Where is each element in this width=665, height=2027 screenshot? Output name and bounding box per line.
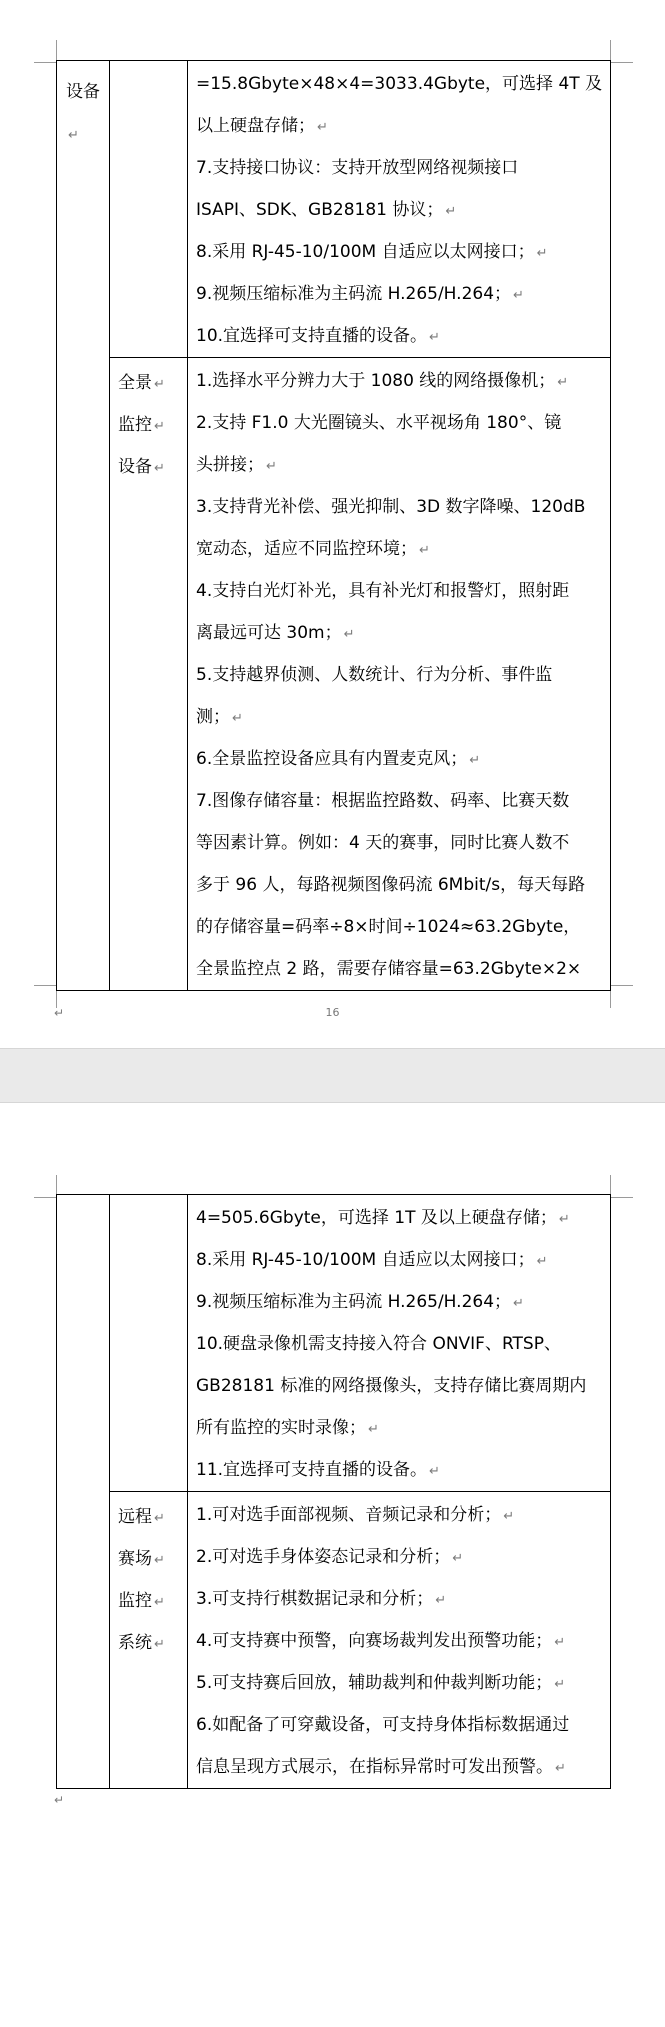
spec-text: 的存储容量=码率÷8×时间÷1024≈63.2Gbyte， xyxy=(196,917,581,937)
spec-text: 以上硬盘存储； xyxy=(196,116,315,136)
subcategory-cell xyxy=(110,1492,188,1789)
paragraph-mark: ↵ xyxy=(419,543,430,558)
spec-line xyxy=(196,654,602,696)
spec-items-cell xyxy=(188,61,611,358)
page-gap xyxy=(0,1048,665,1103)
crop-mark-top-right xyxy=(610,1175,633,1198)
spec-text: 全景监控点 2 路，需要存储容量=63.2Gbyte×2× xyxy=(196,959,582,979)
category-cell: 设备↵ xyxy=(57,61,110,991)
spec-list xyxy=(196,1197,602,1491)
paragraph-mark: ↵ xyxy=(452,1551,464,1566)
paragraph-mark: ↵ xyxy=(503,1509,515,1524)
spec-line xyxy=(196,948,602,990)
spec-list xyxy=(196,1494,602,1788)
spec-line xyxy=(196,864,602,906)
paragraph-mark: ↵ xyxy=(555,1761,566,1776)
spec-line xyxy=(118,1580,187,1622)
spec-text: ISAPI、SDK、GB28181 协议； xyxy=(196,200,444,220)
category-cell-empty xyxy=(57,1195,110,1789)
crop-mark-top-left xyxy=(34,1175,57,1198)
spec-text: 10.宜选择可支持直播的设备。 xyxy=(196,326,428,346)
spec-line xyxy=(196,570,602,612)
spec-text: 10.硬盘录像机需支持接入符合 ONVIF、RTSP、 xyxy=(196,1334,561,1354)
spec-line xyxy=(196,528,602,570)
spec-line xyxy=(196,1662,602,1704)
subcategory-cell-empty xyxy=(110,1195,188,1492)
spec-line xyxy=(196,1449,602,1491)
spec-text: 1.选择水平分辨力大于 1080 线的网络摄像机； xyxy=(196,371,556,391)
spec-line xyxy=(196,315,602,357)
subcategory-cell xyxy=(110,358,188,991)
spec-line xyxy=(118,362,187,404)
paragraph-mark: ↵ xyxy=(154,1637,165,1652)
paragraph-mark: ↵ xyxy=(343,627,355,642)
subcategory-cell-empty xyxy=(110,61,188,358)
crop-mark-top-left xyxy=(34,40,57,63)
spec-text: 系统 xyxy=(118,1633,152,1653)
spec-list xyxy=(196,360,602,990)
spec-text: 4.可支持赛中预警，向赛场裁判发出预警功能； xyxy=(196,1631,553,1651)
spec-text: 8.采用 RJ-45-10/100M 自适应以太网接口； xyxy=(196,242,535,262)
equipment-spec-table xyxy=(56,1194,611,1789)
spec-text: 离最远可达 30m； xyxy=(196,623,342,643)
spec-line xyxy=(196,1239,602,1281)
paragraph-mark: ↵ xyxy=(317,120,328,135)
spec-line xyxy=(196,1281,602,1323)
spec-text: 9.视频压缩标准为主码流 H.265/H.264； xyxy=(196,284,512,304)
paragraph-mark: ↵ xyxy=(435,1593,447,1608)
paragraph-mark: ↵ xyxy=(266,459,277,474)
table-row xyxy=(57,1195,611,1492)
page-number: 16 xyxy=(325,1006,340,1019)
spec-line xyxy=(196,1704,602,1746)
paragraph-mark: ↵ xyxy=(557,375,569,390)
paragraph-mark: ↵ xyxy=(558,1212,570,1227)
spec-line xyxy=(196,1323,602,1365)
spec-line xyxy=(196,1494,602,1536)
crop-mark-top-right xyxy=(610,40,633,63)
spec-line xyxy=(196,780,602,822)
crop-mark-bottom-right xyxy=(610,985,633,1008)
paragraph-mark: ↵ xyxy=(536,246,548,261)
spec-text: 赛场 xyxy=(118,1549,152,1569)
spec-text: GB28181 标准的网络摄像头，支持存储比赛周期内 xyxy=(196,1376,587,1396)
spec-text: 2.支持 F1.0 大光圈镜头、水平视场角 180°、镜 xyxy=(196,413,562,433)
paragraph-mark: ↵ xyxy=(368,1422,379,1437)
spec-line xyxy=(118,1496,187,1538)
spec-text: 7.支持接口协议：支持开放型网络视频接口 xyxy=(196,158,519,178)
spec-line xyxy=(196,402,602,444)
spec-line xyxy=(118,1538,187,1580)
spec-text: 4=505.6Gbyte，可选择 1T 及以上硬盘存储； xyxy=(196,1208,557,1228)
spec-line xyxy=(196,1365,602,1407)
spec-text: 3.支持背光补偿、强光抑制、3D 数字降噪、120dB xyxy=(196,497,586,517)
spec-text: 多于 96 人，每路视频图像码流 6Mbit/s，每天每路 xyxy=(196,875,586,895)
spec-text: 测； xyxy=(196,707,230,727)
spec-line xyxy=(196,147,602,189)
spec-text: 等因素计算。例如：4 天的赛事，同时比赛人数不 xyxy=(196,833,570,853)
spec-line xyxy=(196,360,602,402)
spec-line xyxy=(196,1197,602,1239)
spec-line xyxy=(196,1536,602,1578)
spec-text: 监控 xyxy=(118,1591,152,1611)
spec-line xyxy=(196,63,602,105)
spec-line xyxy=(196,1407,602,1449)
spec-text: =15.8Gbyte×48×4=3033.4Gbyte，可选择 4T 及 xyxy=(196,74,602,94)
document-page-17 xyxy=(0,1103,665,2027)
paragraph-mark: ↵ xyxy=(536,1254,548,1269)
paragraph-mark: ↵ xyxy=(154,377,165,392)
spec-text: 11.宜选择可支持直播的设备。 xyxy=(196,1460,428,1480)
spec-text: 8.采用 RJ-45-10/100M 自适应以太网接口； xyxy=(196,1250,535,1270)
spec-line xyxy=(118,1622,187,1664)
spec-line xyxy=(196,273,602,315)
table-row xyxy=(57,358,611,991)
paragraph-mark: ↵ xyxy=(232,711,243,726)
paragraph-mark: ↵ xyxy=(154,1595,165,1610)
spec-line xyxy=(196,231,602,273)
spec-line xyxy=(196,1578,602,1620)
paragraph-mark: ↵ xyxy=(554,1635,566,1650)
paragraph-mark: ↵ xyxy=(513,1296,524,1311)
spec-line xyxy=(196,906,602,948)
spec-text: 5.支持越界侦测、人数统计、行为分析、事件监 xyxy=(196,665,553,685)
paragraph-mark: ↵ xyxy=(513,288,524,303)
paragraph-mark: ↵ xyxy=(154,1511,165,1526)
spec-text: 信息呈现方式展示，在指标异常时可发出预警。 xyxy=(196,1757,553,1777)
subcategory-label xyxy=(118,1496,187,1664)
spec-line xyxy=(118,446,187,488)
spec-text: 6.全景监控设备应具有内置麦克风； xyxy=(196,749,468,769)
spec-line xyxy=(196,1620,602,1662)
paragraph-mark: ↵ xyxy=(554,1677,566,1692)
paragraph-mark: ↵ xyxy=(154,461,165,476)
spec-text: 设备 xyxy=(118,457,152,477)
spec-line xyxy=(196,105,602,147)
category-label: 设备 xyxy=(66,82,100,102)
spec-line xyxy=(196,822,602,864)
spec-text: 全景 xyxy=(118,373,152,393)
spec-text: 3.可支持行棋数据记录和分析； xyxy=(196,1589,434,1609)
spec-text: 所有监控的实时录像； xyxy=(196,1418,366,1438)
spec-text: 宽动态，适应不同监控环境； xyxy=(196,539,417,559)
spec-items-cell xyxy=(188,1492,611,1789)
spec-text: 头拼接； xyxy=(196,455,264,475)
spec-text: 7.图像存储容量：根据监控路数、码率、比赛天数 xyxy=(196,791,570,811)
spec-text: 监控 xyxy=(118,415,152,435)
table-row xyxy=(57,1492,611,1789)
spec-text: 5.可支持赛后回放，辅助裁判和仲裁判断功能； xyxy=(196,1673,553,1693)
paragraph-mark: ↵ xyxy=(54,1006,65,1020)
spec-text: 1.可对选手面部视频、音频记录和分析； xyxy=(196,1505,502,1525)
spec-line xyxy=(196,189,602,231)
table-row xyxy=(57,61,611,358)
spec-list xyxy=(196,63,602,357)
spec-line xyxy=(196,738,602,780)
spec-text: 2.可对选手身体姿态记录和分析； xyxy=(196,1547,451,1567)
spec-text: 9.视频压缩标准为主码流 H.265/H.264； xyxy=(196,1292,512,1312)
spec-line xyxy=(196,444,602,486)
spec-text: 远程 xyxy=(118,1507,152,1527)
spec-line xyxy=(118,404,187,446)
spec-text: 4.支持白光灯补光，具有补光灯和报警灯，照射距 xyxy=(196,581,570,601)
spec-items-cell xyxy=(188,1195,611,1492)
equipment-spec-table xyxy=(56,60,611,991)
spec-text: 6.如配备了可穿戴设备，可支持身体指标数据通过 xyxy=(196,1715,570,1735)
spec-line xyxy=(196,696,602,738)
spec-line xyxy=(196,612,602,654)
paragraph-mark: ↵ xyxy=(445,204,457,219)
paragraph-mark: ↵ xyxy=(469,753,481,768)
paragraph-mark: ↵ xyxy=(154,1553,165,1568)
crop-mark-bottom-left xyxy=(34,985,57,1008)
spec-line xyxy=(196,486,602,528)
subcategory-label xyxy=(118,362,187,488)
paragraph-mark: ↵ xyxy=(429,330,440,345)
spec-items-cell xyxy=(188,358,611,991)
paragraph-mark: ↵ xyxy=(429,1464,440,1479)
paragraph-mark: ↵ xyxy=(54,1793,65,1807)
spec-line xyxy=(196,1746,602,1788)
paragraph-mark: ↵ xyxy=(154,419,165,434)
